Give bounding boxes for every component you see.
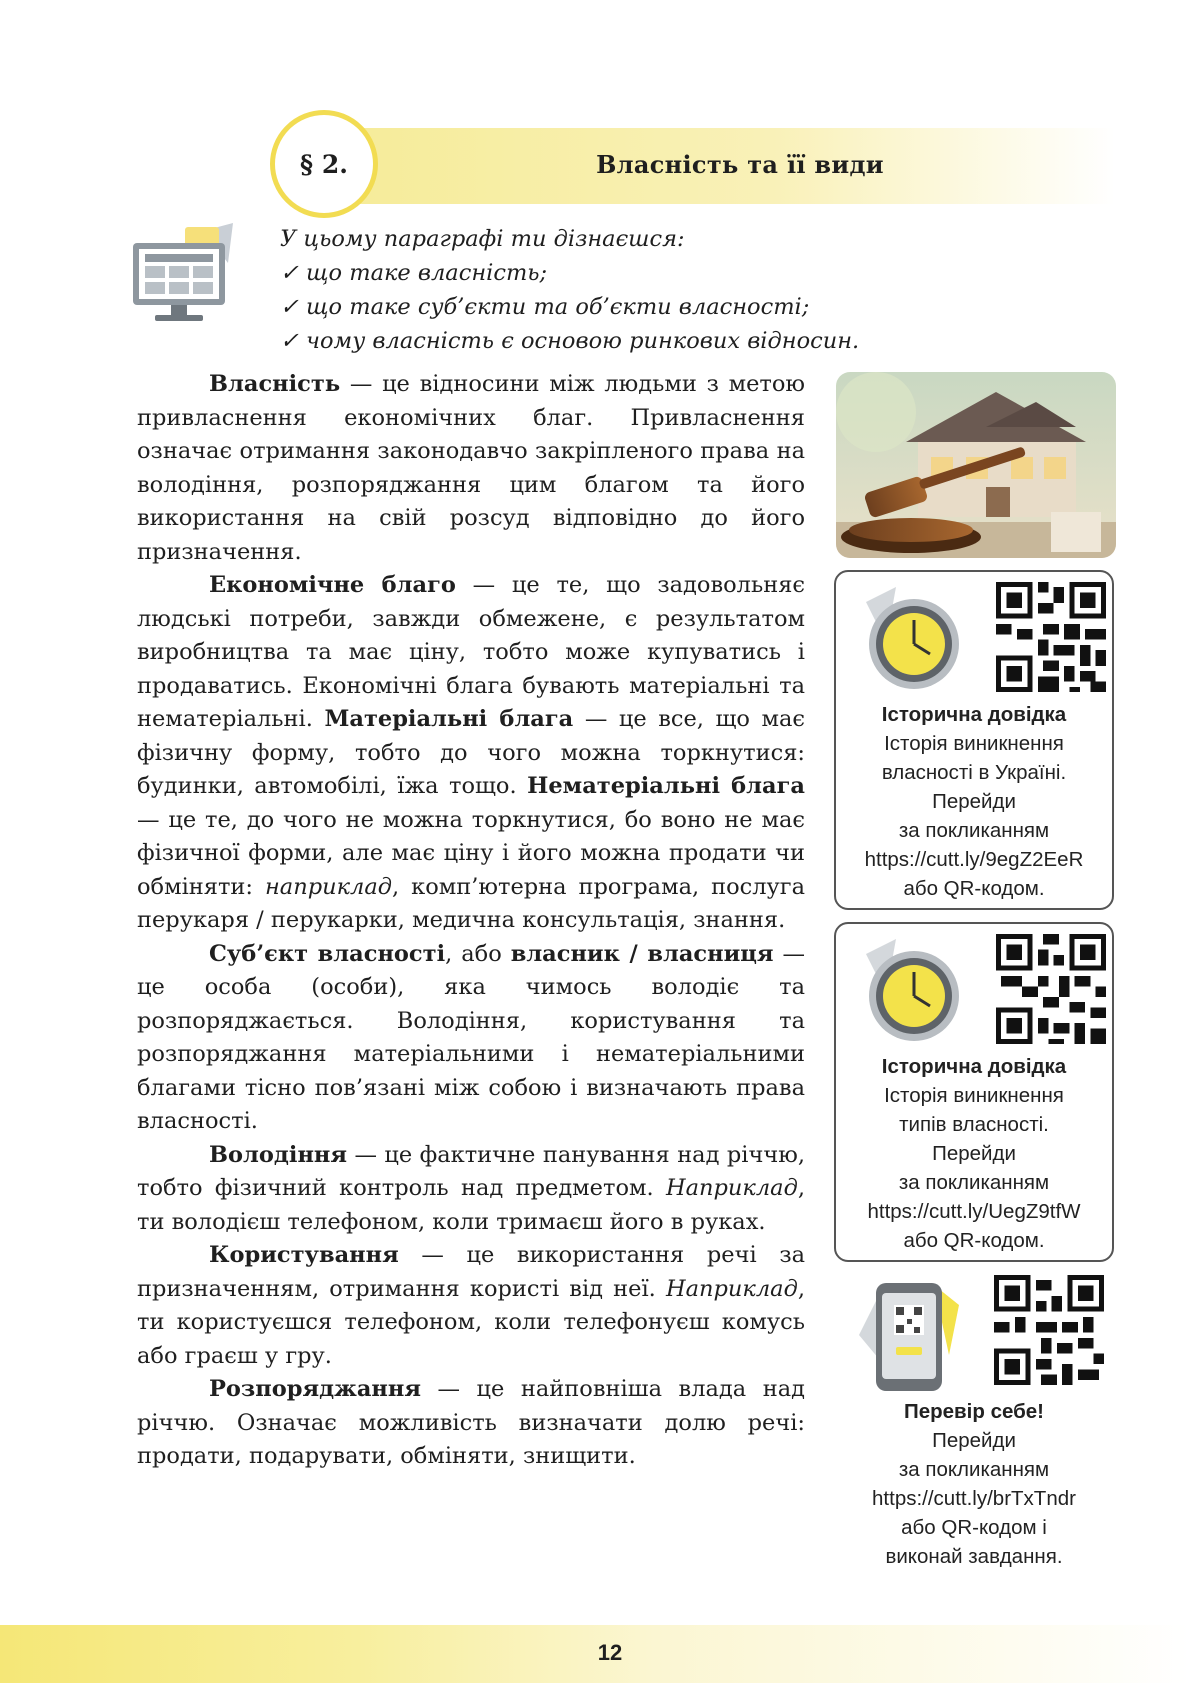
- qr-code-icon: [996, 582, 1106, 692]
- intro-item: ✓ що таке власність;: [280, 260, 548, 286]
- card-title: Перевір себе!: [904, 1400, 1044, 1423]
- link-url[interactable]: https://cutt.ly/9egZ2EeR: [864, 848, 1084, 871]
- paragraph-economic-good: Економічне благо — це те, що задовольняє людські потреби, завжди обмежене, є результатом виробництва та має ціну, тобто може купуватись і продаватись. Економічні блага бувають матеріальні та нематеріальні. Матеріальні блага — це все, що має фізичну форму, тобто до чого можна торкнутися: будинки, автомобілі, їжа тощо. Нематеріальні блага — це те, до чого не можна торкнутися, бо воно не має фізичної форми, але має ціну і його можна продати чи обміняти: наприклад, комп’ютерна програма, послуга перукаря / перукарки, медична консультація, знання.: [137, 572, 806, 933]
- qr-code-icon: [994, 1275, 1104, 1385]
- clock-icon: [856, 582, 966, 692]
- section-number: § 2.: [270, 110, 378, 218]
- paragraph-subject: Суб’єкт власності, або власник / власниця — це особа (особи), яка чимось володіє та розпоряджається. Володіння, користування та розпоряджання матеріальними і нематеріальними благами тісно пов’язані між собою і визначають права власності.: [137, 940, 805, 1134]
- card-title: Історична довідка: [881, 1055, 1067, 1078]
- clock-icon: [856, 934, 966, 1044]
- history-card-types: [834, 922, 1114, 1262]
- paragraph-disposal: Розпоряджання — це найповніша влада над річчю. Означає можливість визначати долю речі: продати, подарувати, обміняти, знищити.: [137, 1376, 805, 1469]
- intro-item: ✓ що таке суб’єкти та об’єкти власності;: [280, 294, 810, 320]
- card-text: Історична довідка Історія виникнення власності в Україні. Перейди за покликанням https://cutt.ly/9egZ2EeR або QR-кодом.: [836, 700, 1112, 903]
- intro-item: ✓ чому власність є основою ринкових відносин.: [280, 328, 860, 354]
- link-url[interactable]: https://cutt.ly/brTxTndr: [872, 1487, 1076, 1510]
- intro-block: [280, 222, 980, 358]
- check-icon: ✓: [280, 260, 307, 286]
- paragraph-property: Власність — це відносини між людьми з метою привласнення економічних благ. Привласнення означає отримання законодавчо закріпленого права на володіння, розпоряджання цим благом та його використання на свій розсуд відповідно до його призначення.: [137, 371, 805, 565]
- paragraph-possession: Володіння — це фактичне панування над річчю, тобто фізичний контроль над предметом. Наприклад, ти володієш телефоном, коли тримаєш його в руках.: [137, 1141, 805, 1235]
- check-icon: ✓: [280, 328, 307, 354]
- phone-qr-icon: [854, 1275, 964, 1395]
- link-url[interactable]: https://cutt.ly/UegZ9tfW: [867, 1200, 1081, 1223]
- card-text: Перевір себе! Перейди за покликанням https://cutt.ly/brTxTndr або QR-кодом і виконай завдання.: [834, 1397, 1114, 1571]
- check-icon: ✓: [280, 294, 307, 320]
- card-title: Історична довідка: [881, 703, 1067, 726]
- main-text: [137, 368, 805, 1474]
- self-check-card: [834, 1275, 1114, 1575]
- qr-code-icon: [996, 934, 1106, 1044]
- history-card-ukraine: [834, 570, 1114, 910]
- page-title: Власність та її види: [596, 150, 884, 179]
- intro-lead: У цьому параграфі ти дізнаєшся:: [280, 226, 685, 252]
- paragraph-use: Користування — це використання речі за призначенням, отримання користі від неї. Наприклад, ти користуєшся телефоном, коли телефонуєш комусь або граєш у гру.: [137, 1242, 805, 1369]
- page-number: 12: [597, 1640, 623, 1665]
- monitor-icon: [133, 223, 248, 328]
- house-gavel-photo: [836, 372, 1116, 558]
- card-text: Історична довідка Історія виникнення типів власності. Перейди за покликанням https://cutt.ly/UegZ9tfW або QR-кодом.: [836, 1052, 1112, 1255]
